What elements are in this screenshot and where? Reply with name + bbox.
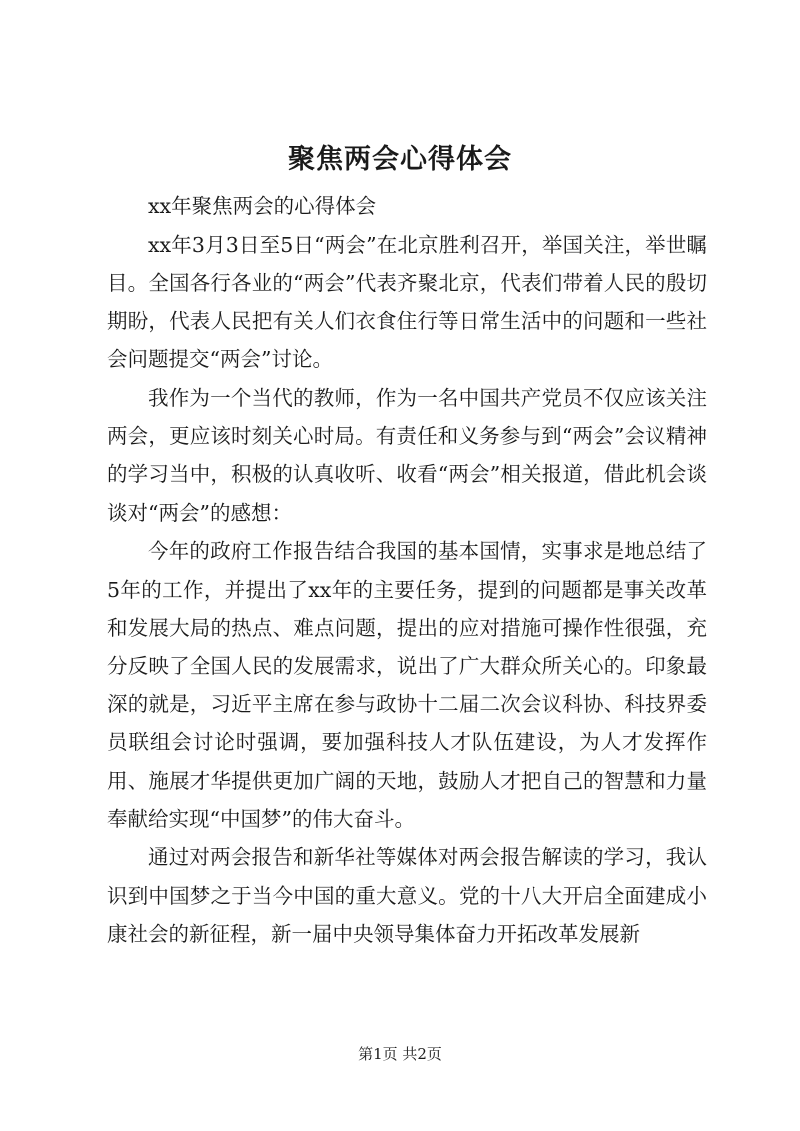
document-title: 聚焦两会心得体会: [288, 144, 512, 175]
paragraph-subtitle: xx年聚焦两会的心得体会: [148, 194, 377, 218]
page-number-footer: 第1页 共2页: [358, 1045, 442, 1063]
paragraph: 通过对两会报告和新华社等媒体对两会报告解读的学习，我认识到中国梦之于当今中国的重大意义。党的十八大开启全面建成小康社会的新征程，新一届中央领导集体奋力开拓改革发展新: [107, 845, 707, 946]
paragraph: 我作为一个当代的教师，作为一名中国共产党员不仅应该关注两会，更应该时刻关心时局。有责任和义务参与到“两会”会议精神的学习当中，积极的认真收听、收看“两会”相关报道，借此机会谈谈对“两会”的感想：: [107, 386, 707, 525]
document-body: [107, 187, 707, 954]
paragraph: 今年的政府工作报告结合我国的基本国情，实事求是地总结了5年的工作，并提出了xx年的主要任务，提到的问题都是事关改革和发展大局的热点、难点问题，提出的应对措施可操作性很强，充分反映了全国人民的发展需求，说出了广大群众所关心的。印象最深的就是，习近平主席在参与政协十二届二次会议科协、科技界委员联组会讨论时强调，要加强科技人才队伍建设，为人才发挥作用、施展才华提供更加广阔的天地，鼓励人才把自己的智慧和力量奉献给实现“中国梦”的伟大奋斗。: [107, 539, 707, 831]
paragraph: xx年3月3日至5日“两会”在北京胜利召开，举国关注，举世瞩目。全国各行各业的“两会”代表齐聚北京，代表们带着人民的殷切期盼，代表人民把有关人们衣食住行等日常生活中的问题和一些社会问题提交“两会”讨论。: [107, 232, 707, 372]
